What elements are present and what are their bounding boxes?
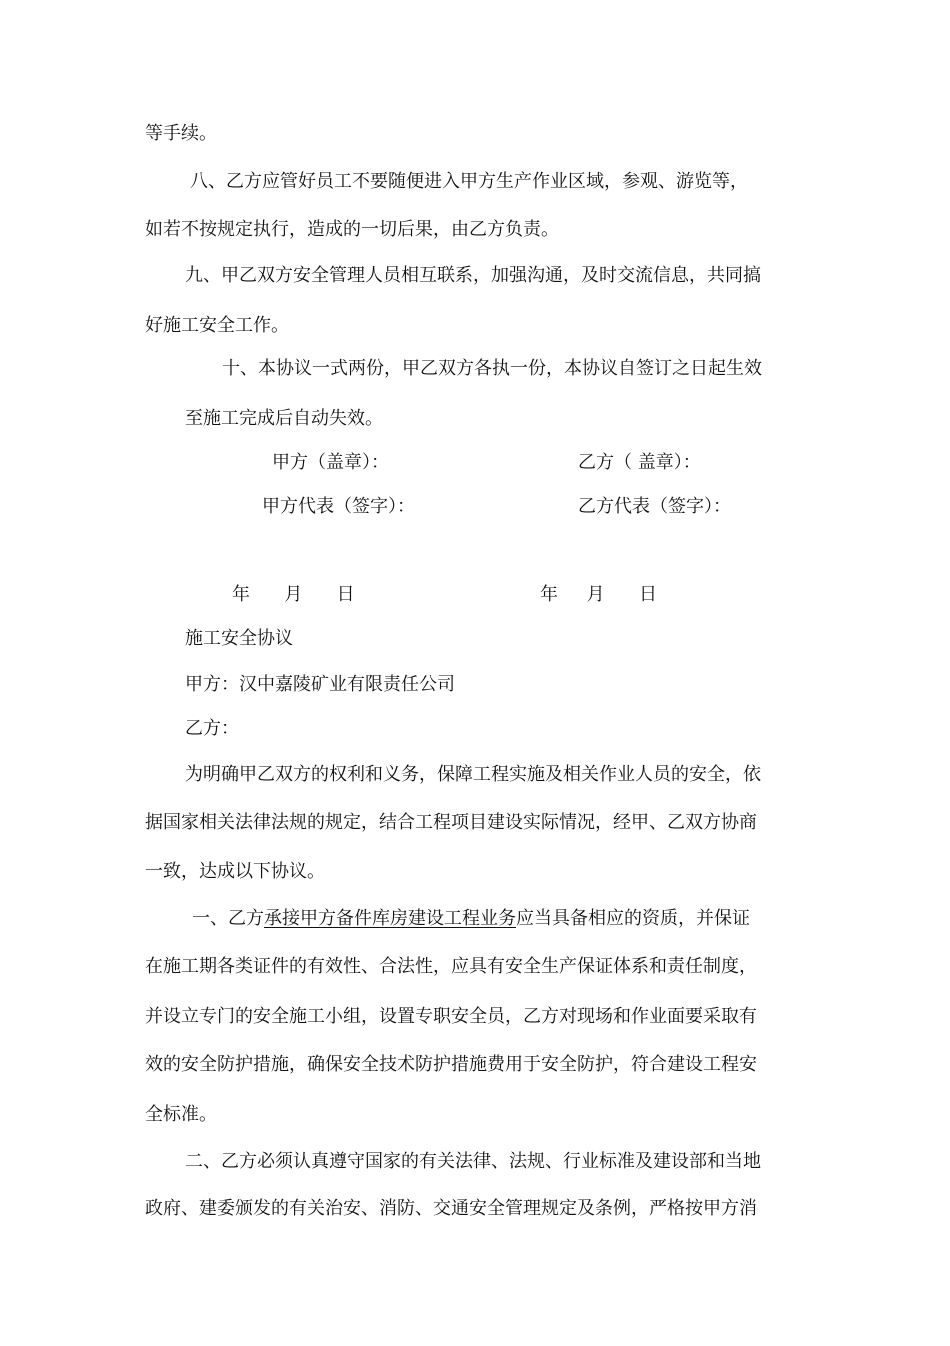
party-b-date: 年 月 日 [540,584,657,605]
item1-suffix: 应当具备相应的资质，并保证 [516,908,750,929]
item1-line4: 效的安全防护措施，确保安全技术防护措施费用于安全防护，符合建设工程安 [145,1054,757,1075]
party-b-seal: 乙方（ 盖章）： [578,452,701,473]
item8-line1: 八、乙方应管好员工不要随便进入甲方生产作业区域，参观、游览等， [190,171,748,192]
item9-line1: 九、甲乙双方安全管理人员相互联系，加强沟通，及时交流信息，共同搞 [185,265,761,286]
party-b-name: 乙方： [185,718,239,739]
item1-line5: 全标准。 [145,1104,217,1125]
item8-line2: 如若不按规定执行，造成的一切后果，由乙方负责。 [145,219,559,240]
item2-line1: 二、乙方必须认真遵守国家的有关法律、法规、行业标准及建设部和当地 [185,1151,761,1172]
item1-project-name: 承接甲方备件库房建设工程业务 [264,908,516,929]
party-a-date: 年 月 日 [232,584,355,605]
intro-line1: 为明确甲乙双方的权利和义务，保障工程实施及相关作业人员的安全，依 [185,764,761,785]
item10-line2: 至施工完成后自动失效。 [185,408,383,429]
agreement-title: 施工安全协议 [185,628,293,649]
intro-line3: 一致，达成以下协议。 [145,861,325,882]
party-a-name: 甲方：汉中嘉陵矿业有限责任公司 [185,674,455,695]
item10-line1: 十、本协议一式两份，甲乙双方各执一份，本协议自签订之日起生效 [222,358,762,379]
item1-line2: 在施工期各类证件的有效性、合法性，应具有安全生产保证体系和责任制度， [145,956,757,977]
party-a-representative: 甲方代表（签字）： [262,496,415,517]
item1-prefix: 一、乙方 [192,908,264,929]
party-b-representative: 乙方代表（签字）： [578,496,731,517]
item1-line3: 并设立专门的安全施工小组，设置专职安全员，乙方对现场和作业面要采取有 [145,1006,757,1027]
item1-line1 [192,907,750,931]
item7-tail: 等手续。 [145,123,217,144]
intro-line2: 据国家相关法律法规的规定，结合工程项目建设实际情况，经甲、乙双方协商 [145,812,757,833]
party-a-seal: 甲方（盖章）： [272,452,389,473]
item9-line2: 好施工安全工作。 [145,315,289,336]
item2-line2: 政府、建委颁发的有关治安、消防、交通安全管理规定及条例，严格按甲方消 [145,1198,757,1219]
